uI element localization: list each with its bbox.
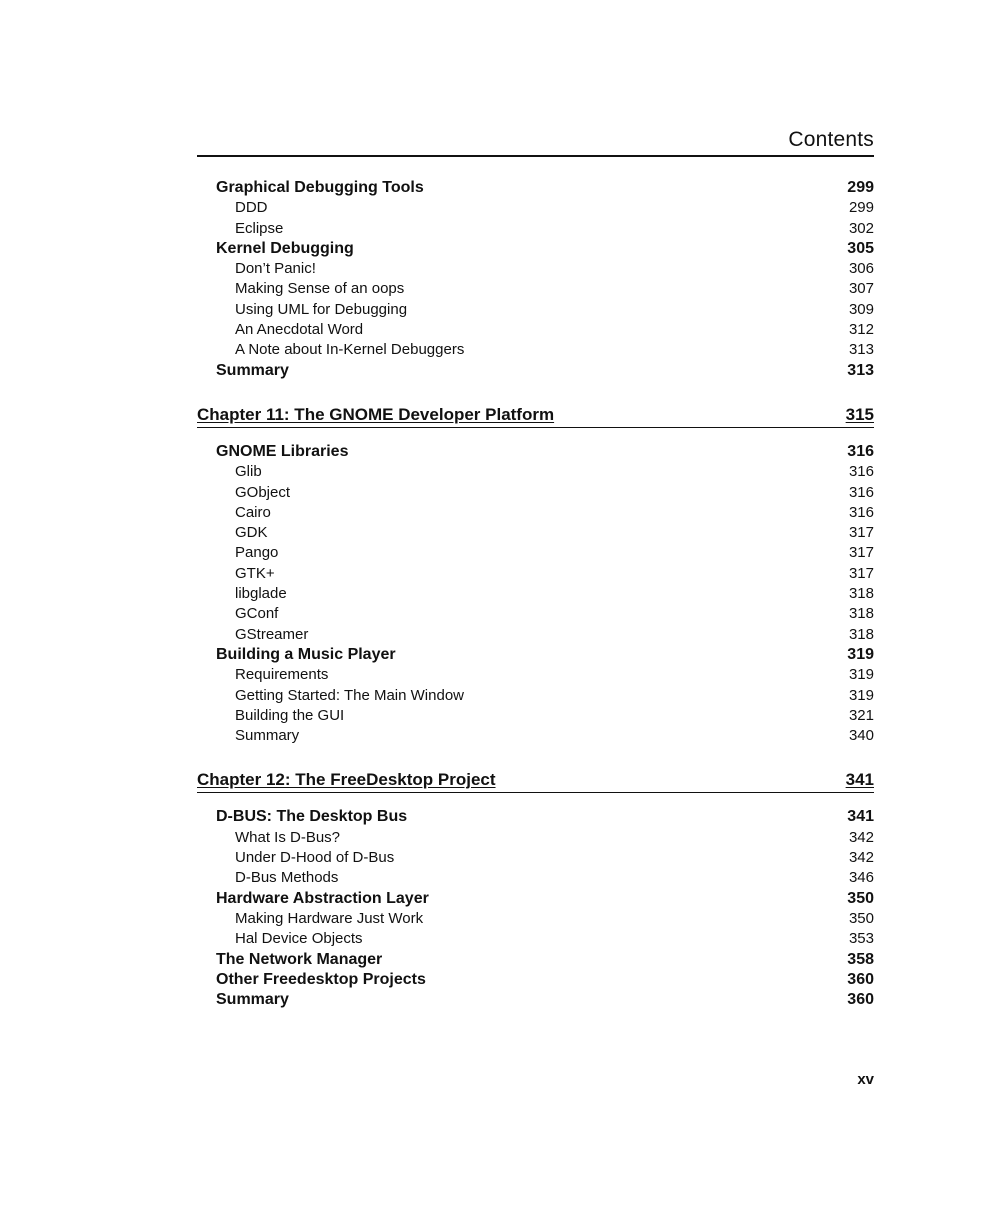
entry-title: Requirements xyxy=(235,666,329,684)
toc-section-entry xyxy=(197,645,874,665)
toc-section-entry xyxy=(197,178,874,198)
entry-title: The Network Manager xyxy=(216,950,383,968)
entry-title: GNOME Libraries xyxy=(216,442,349,460)
entry-title: Making Sense of an oops xyxy=(235,280,405,298)
toc-subsection-entry xyxy=(197,686,874,706)
entry-page: 307 xyxy=(848,280,874,298)
toc-subsection-entry xyxy=(197,219,874,239)
entry-title: Don’t Panic! xyxy=(235,260,316,278)
entry-page: 316 xyxy=(848,463,874,481)
toc-subsection-entry xyxy=(197,523,874,543)
entry-page: 299 xyxy=(847,179,874,196)
entry-page: 313 xyxy=(848,341,874,359)
entry-title: Glib xyxy=(235,463,262,481)
entry-page: 318 xyxy=(848,605,874,623)
entry-page: 306 xyxy=(848,260,874,278)
toc-subsection-entry xyxy=(197,462,874,482)
toc-subsection-entry xyxy=(197,340,874,360)
entry-title: Using UML for Debugging xyxy=(235,300,408,318)
entry-title: libglade xyxy=(235,585,287,603)
entry-title: GObject xyxy=(235,483,291,501)
toc-section-entry xyxy=(197,807,874,827)
chapter-heading xyxy=(197,770,874,793)
entry-title: A Note about In-Kernel Debuggers xyxy=(235,341,465,359)
entry-title: Building the GUI xyxy=(235,706,345,724)
entry-page: 341 xyxy=(847,808,874,826)
entry-page: 340 xyxy=(848,727,874,745)
entry-title: Under D-Hood of D-Bus xyxy=(235,849,395,867)
toc-subsection-entry xyxy=(197,300,874,320)
entry-page: 317 xyxy=(848,524,874,542)
table-of-contents xyxy=(197,178,874,1010)
entry-page: 350 xyxy=(848,909,874,927)
entry-title: Summary xyxy=(216,991,289,1009)
entry-page: 316 xyxy=(847,442,874,460)
running-head: Contents xyxy=(197,128,874,157)
entry-page: 317 xyxy=(848,544,874,562)
entry-page: 353 xyxy=(848,930,874,948)
chapter-title: Chapter 12: The FreeDesktop Project xyxy=(197,770,496,790)
toc-subsection-entry xyxy=(197,848,874,868)
entry-title: Kernel Debugging xyxy=(216,239,354,257)
chapter-page: 341 xyxy=(845,770,874,790)
entry-page: 321 xyxy=(848,706,874,724)
entry-title: Building a Music Player xyxy=(216,645,396,663)
entry-page: 302 xyxy=(848,219,874,237)
toc-section-entry xyxy=(197,361,874,381)
entry-page: 316 xyxy=(848,483,874,501)
toc-subsection-entry xyxy=(197,625,874,645)
entry-title: Other Freedesktop Projects xyxy=(216,970,426,988)
entry-title: D-BUS: The Desktop Bus xyxy=(216,808,408,826)
toc-subsection-entry xyxy=(197,279,874,299)
entry-title: Cairo xyxy=(235,503,271,521)
entry-page: 305 xyxy=(847,239,874,257)
entry-page: 318 xyxy=(848,585,874,603)
entry-title: What Is D-Bus? xyxy=(235,828,341,846)
toc-subsection-entry xyxy=(197,665,874,685)
toc-subsection-entry xyxy=(197,198,874,218)
entry-title: Summary xyxy=(216,361,289,379)
toc-subsection-entry xyxy=(197,909,874,929)
toc-subsection-entry xyxy=(197,543,874,563)
toc-section-entry xyxy=(197,442,874,462)
entry-page: 312 xyxy=(848,321,874,339)
toc-subsection-entry xyxy=(197,584,874,604)
entry-page: 358 xyxy=(847,950,874,968)
chapter-page: 315 xyxy=(845,404,874,424)
chapter-title: Chapter 11: The GNOME Developer Platform xyxy=(197,404,555,424)
entry-page: 360 xyxy=(847,991,874,1009)
page-number: xv xyxy=(857,1071,874,1088)
toc-subsection-entry xyxy=(197,726,874,746)
toc-subsection-entry xyxy=(197,604,874,624)
entry-title: Hardware Abstraction Layer xyxy=(216,889,429,907)
entry-title: Graphical Debugging Tools xyxy=(216,179,424,196)
entry-title: GTK+ xyxy=(235,564,275,582)
entry-title: Hal Device Objects xyxy=(235,930,363,948)
entry-title: DDD xyxy=(235,199,268,217)
entry-title: D-Bus Methods xyxy=(235,869,339,887)
toc-subsection-entry xyxy=(197,320,874,340)
entry-page: 316 xyxy=(848,503,874,521)
toc-subsection-entry xyxy=(197,929,874,949)
entry-title: Getting Started: The Main Window xyxy=(235,686,464,704)
toc-subsection-entry xyxy=(197,259,874,279)
entry-page: 346 xyxy=(848,869,874,887)
toc-section-entry xyxy=(197,239,874,259)
entry-page: 360 xyxy=(847,970,874,988)
entry-title: Summary xyxy=(235,727,300,745)
toc-section-entry xyxy=(197,990,874,1010)
toc-section-entry xyxy=(197,950,874,970)
entry-page: 309 xyxy=(848,300,874,318)
entry-page: 319 xyxy=(848,686,874,704)
toc-subsection-entry xyxy=(197,503,874,523)
toc-subsection-entry xyxy=(197,828,874,848)
toc-subsection-entry xyxy=(197,706,874,726)
entry-page: 299 xyxy=(848,199,874,217)
entry-page: 342 xyxy=(848,828,874,846)
toc-page xyxy=(197,128,874,1010)
entry-title: GStreamer xyxy=(235,625,309,643)
toc-subsection-entry xyxy=(197,564,874,584)
entry-page: 317 xyxy=(848,564,874,582)
toc-subsection-entry xyxy=(197,868,874,888)
entry-title: An Anecdotal Word xyxy=(235,321,364,339)
toc-section-entry xyxy=(197,970,874,990)
entry-page: 318 xyxy=(848,625,874,643)
entry-page: 350 xyxy=(847,889,874,907)
entry-title: GDK xyxy=(235,524,268,542)
entry-title: GConf xyxy=(235,605,279,623)
entry-title: Eclipse xyxy=(235,219,284,237)
entry-page: 319 xyxy=(848,666,874,684)
toc-subsection-entry xyxy=(197,483,874,503)
entry-page: 313 xyxy=(847,361,874,379)
chapter-heading xyxy=(197,405,874,428)
entry-title: Making Hardware Just Work xyxy=(235,909,424,927)
entry-page: 319 xyxy=(847,645,874,663)
entry-title: Pango xyxy=(235,544,279,562)
entry-page: 342 xyxy=(848,849,874,867)
toc-section-entry xyxy=(197,889,874,909)
